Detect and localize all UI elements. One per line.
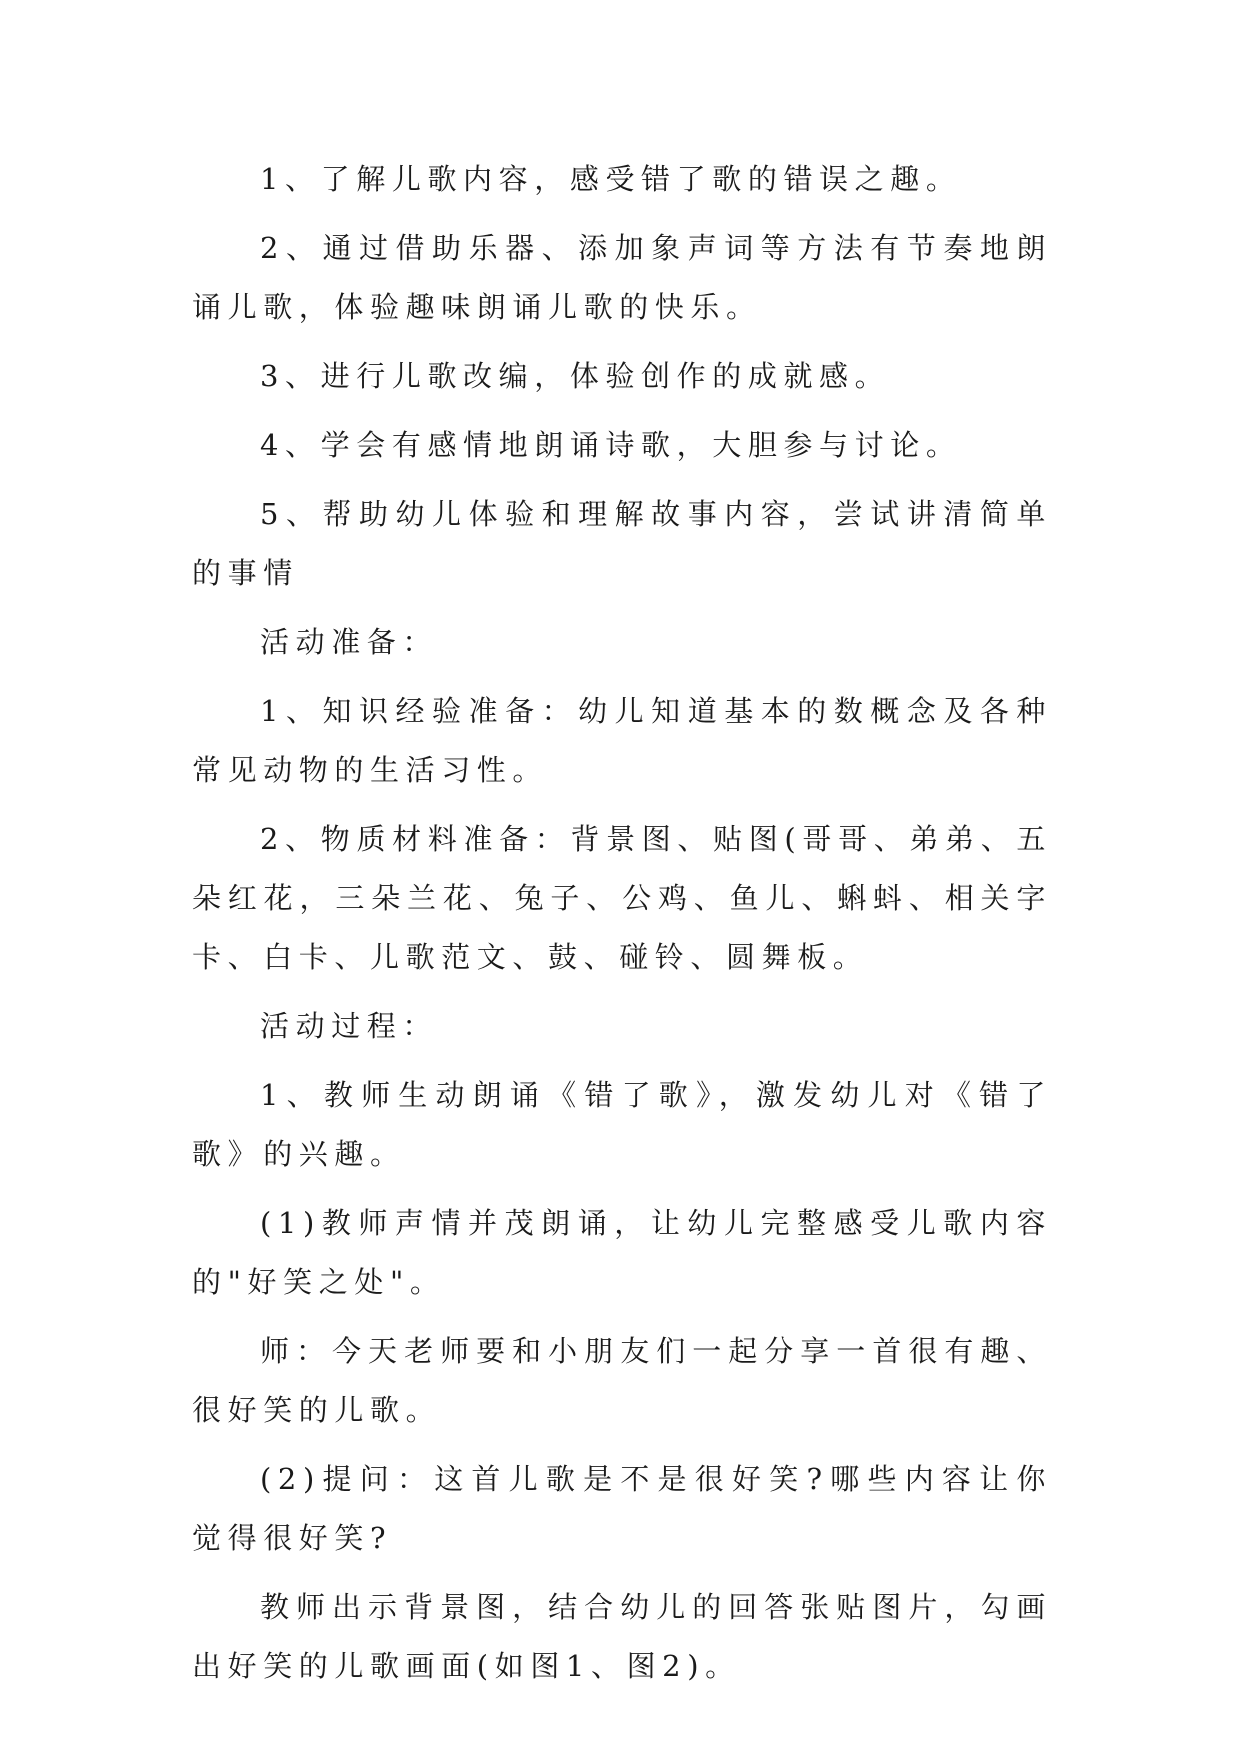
teacher-display-paragraph: 教师出示背景图，结合幼儿的回答张贴图片，勾画出好笑的儿歌画面(如图1、图2)。: [192, 1590, 1052, 1683]
goal-5-paragraph: 5、帮助幼儿体验和理解故事内容，尝试讲清简单的事情: [192, 497, 1052, 590]
activity-preparation-heading: 活动准备：: [260, 625, 439, 659]
document-page: [192, 150, 1052, 1706]
goal-1-paragraph: 1、了解儿歌内容，感受错了歌的错误之趣。: [260, 162, 962, 196]
process-substep-2-paragraph: (2)提问：这首儿歌是不是很好笑?哪些内容让你觉得很好笑?: [192, 1462, 1052, 1555]
teacher-dialogue-paragraph: 师：今天老师要和小朋友们一起分享一首很有趣、很好笑的儿歌。: [192, 1334, 1052, 1427]
process-step-1-paragraph: 1、教师生动朗诵《错了歌》，激发幼儿对《错了歌》的兴趣。: [192, 1078, 1052, 1171]
process-substep-1-paragraph: (1)教师声情并茂朗诵，让幼儿完整感受儿歌内容的"好笑之处"。: [192, 1206, 1052, 1299]
goal-4-paragraph: 4、学会有感情地朗诵诗歌，大胆参与讨论。: [260, 428, 962, 462]
knowledge-preparation-paragraph: 1、知识经验准备：幼儿知道基本的数概念及各种常见动物的生活习性。: [192, 694, 1052, 787]
activity-process-heading: 活动过程：: [260, 1009, 439, 1043]
goal-3-paragraph: 3、进行儿歌改编，体验创作的成就感。: [260, 359, 891, 393]
goal-2-paragraph: 2、通过借助乐器、添加象声词等方法有节奏地朗诵儿歌，体验趣味朗诵儿歌的快乐。: [192, 231, 1052, 324]
materials-preparation-paragraph: 2、物质材料准备：背景图、贴图(哥哥、弟弟、五朵红花，三朵兰花、兔子、公鸡、鱼儿、蝌蚪、相关字卡、白卡、儿歌范文、鼓、碰铃、圆舞板。: [192, 822, 1052, 974]
